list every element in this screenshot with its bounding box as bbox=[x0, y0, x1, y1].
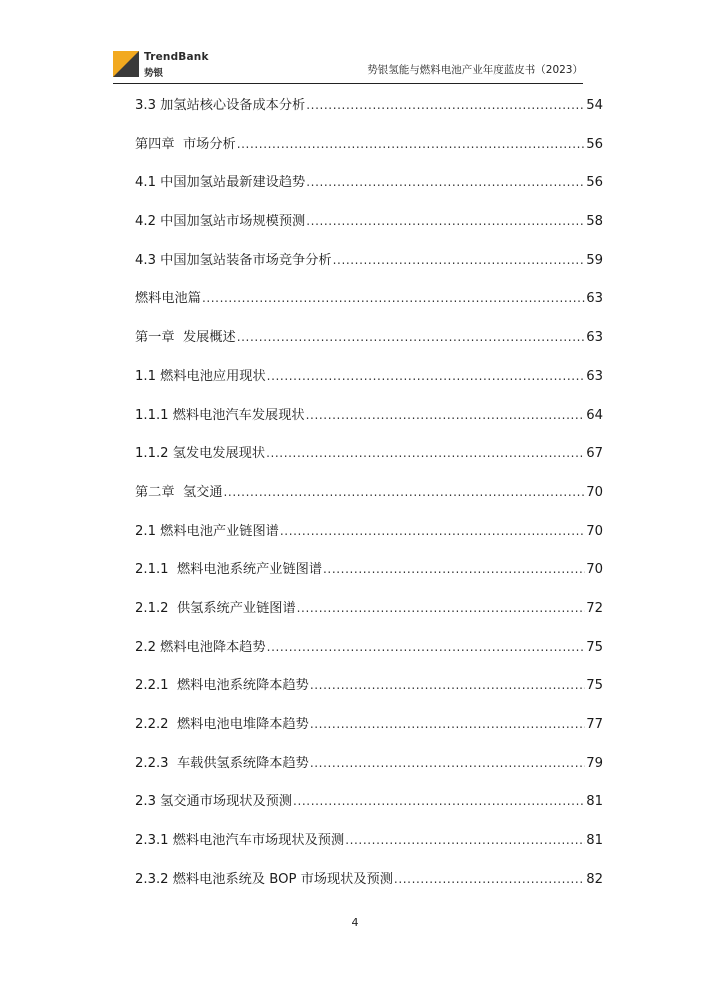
toc-entry-page: 75 bbox=[586, 678, 603, 694]
toc-dot-leader bbox=[310, 666, 585, 705]
toc-dot-leader bbox=[237, 125, 586, 164]
toc-entry-page: 54 bbox=[586, 98, 603, 113]
toc-entry[interactable] bbox=[135, 396, 603, 435]
toc-entry[interactable] bbox=[135, 821, 603, 860]
toc-entry[interactable] bbox=[135, 279, 603, 318]
toc-entry-label: 2.3.1 燃料电池汽车市场现状及预测 bbox=[135, 833, 345, 849]
toc-entry[interactable] bbox=[135, 628, 603, 667]
toc-entry[interactable] bbox=[135, 589, 603, 628]
toc-entry[interactable] bbox=[135, 860, 603, 899]
toc-entry-label: 3.3 加氢站核心设备成本分析 bbox=[135, 98, 306, 113]
toc-entry-page: 63 bbox=[586, 330, 603, 346]
toc-entry-label: 2.1.2 供氢系统产业链图谱 bbox=[135, 600, 296, 616]
toc-dot-leader bbox=[280, 512, 585, 551]
table-of-contents bbox=[135, 86, 603, 898]
toc-entry-page: 59 bbox=[586, 252, 603, 268]
toc-dot-leader bbox=[306, 163, 585, 202]
toc-entry-label: 4.2 中国加氢站市场规模预测 bbox=[135, 214, 306, 230]
toc-dot-leader bbox=[267, 628, 586, 667]
header-divider bbox=[113, 83, 583, 84]
toc-entry-label: 2.3 氢交通市场现状及预测 bbox=[135, 794, 293, 810]
toc-entry-page: 81 bbox=[586, 794, 603, 810]
toc-entry-page: 79 bbox=[586, 755, 603, 771]
toc-dot-leader bbox=[394, 860, 585, 899]
toc-entry[interactable] bbox=[135, 318, 603, 357]
toc-entry-page: 67 bbox=[586, 446, 603, 462]
toc-entry[interactable] bbox=[135, 473, 603, 512]
toc-entry-label: 2.2 燃料电池降本趋势 bbox=[135, 639, 266, 655]
trendbank-logo-icon bbox=[113, 51, 139, 77]
page-number: 4 bbox=[351, 916, 359, 929]
toc-entry[interactable] bbox=[135, 125, 603, 164]
toc-dot-leader bbox=[224, 473, 586, 512]
toc-dot-leader bbox=[306, 396, 586, 435]
document-title: 势银氢能与燃料电池产业年度蓝皮书（2023） bbox=[367, 64, 583, 76]
logo-text: TrendBank bbox=[144, 51, 209, 63]
toc-entry-page: 70 bbox=[586, 562, 603, 578]
toc-entry-page: 75 bbox=[586, 639, 603, 655]
toc-entry-label: 1.1.2 氢发电发展现状 bbox=[135, 446, 266, 462]
toc-entry-page: 77 bbox=[586, 717, 603, 732]
toc-entry-label: 2.2.2 燃料电池电堆降本趋势 bbox=[135, 717, 309, 732]
toc-entry-label: 2.2.3 车载供氢系统降本趋势 bbox=[135, 755, 309, 771]
toc-entry[interactable] bbox=[135, 512, 603, 551]
toc-entry[interactable] bbox=[135, 666, 603, 705]
toc-entry-label: 2.1.1 燃料电池系统产业链图谱 bbox=[135, 562, 323, 578]
page-header bbox=[113, 50, 583, 82]
toc-entry-page: 70 bbox=[586, 484, 603, 500]
toc-entry-label: 1.1 燃料电池应用现状 bbox=[135, 368, 266, 384]
toc-dot-leader bbox=[237, 318, 586, 357]
toc-entry-page: 82 bbox=[586, 871, 603, 887]
toc-entry-label: 第四章 市场分析 bbox=[135, 136, 236, 152]
toc-dot-leader bbox=[297, 589, 586, 628]
toc-entry-page: 64 bbox=[586, 407, 603, 423]
toc-entry-page: 56 bbox=[586, 136, 603, 152]
toc-entry-label: 1.1.1 燃料电池汽车发展现状 bbox=[135, 407, 305, 423]
toc-dot-leader bbox=[333, 241, 586, 280]
toc-entry[interactable] bbox=[135, 163, 603, 202]
toc-entry-page: 56 bbox=[586, 175, 603, 191]
toc-entry[interactable] bbox=[135, 241, 603, 280]
toc-dot-leader bbox=[267, 357, 586, 396]
toc-entry-page: 81 bbox=[586, 833, 603, 849]
toc-dot-leader bbox=[306, 86, 585, 125]
toc-dot-leader bbox=[306, 202, 585, 241]
toc-entry[interactable] bbox=[135, 434, 603, 473]
toc-entry-label: 第一章 发展概述 bbox=[135, 330, 236, 346]
toc-entry-label: 2.1 燃料电池产业链图谱 bbox=[135, 523, 279, 539]
logo-subtext: 势银 bbox=[144, 68, 164, 79]
toc-dot-leader bbox=[293, 782, 585, 821]
toc-entry[interactable] bbox=[135, 86, 603, 125]
toc-dot-leader bbox=[202, 279, 585, 318]
toc-entry-label: 燃料电池篇 bbox=[135, 291, 201, 307]
toc-entry-page: 58 bbox=[586, 214, 603, 230]
toc-entry-page: 63 bbox=[586, 291, 603, 307]
toc-dot-leader bbox=[310, 705, 585, 744]
toc-entry[interactable] bbox=[135, 744, 603, 783]
toc-entry[interactable] bbox=[135, 705, 603, 744]
toc-entry[interactable] bbox=[135, 782, 603, 821]
toc-dot-leader bbox=[266, 434, 585, 473]
toc-entry-label: 2.3.2 燃料电池系统及 BOP 市场现状及预测 bbox=[135, 871, 393, 887]
toc-entry-label: 2.2.1 燃料电池系统降本趋势 bbox=[135, 678, 309, 694]
toc-entry[interactable] bbox=[135, 357, 603, 396]
toc-dot-leader bbox=[323, 550, 585, 589]
toc-entry-page: 70 bbox=[586, 523, 603, 539]
toc-dot-leader bbox=[345, 821, 585, 860]
toc-entry-page: 63 bbox=[586, 368, 603, 384]
toc-entry[interactable] bbox=[135, 202, 603, 241]
toc-dot-leader bbox=[310, 744, 585, 783]
toc-entry-label: 4.1 中国加氢站最新建设趋势 bbox=[135, 175, 306, 191]
toc-entry-label: 第二章 氢交通 bbox=[135, 484, 223, 500]
toc-entry-label: 4.3 中国加氢站装备市场竞争分析 bbox=[135, 252, 332, 268]
toc-entry[interactable] bbox=[135, 550, 603, 589]
toc-entry-page: 72 bbox=[586, 600, 603, 616]
